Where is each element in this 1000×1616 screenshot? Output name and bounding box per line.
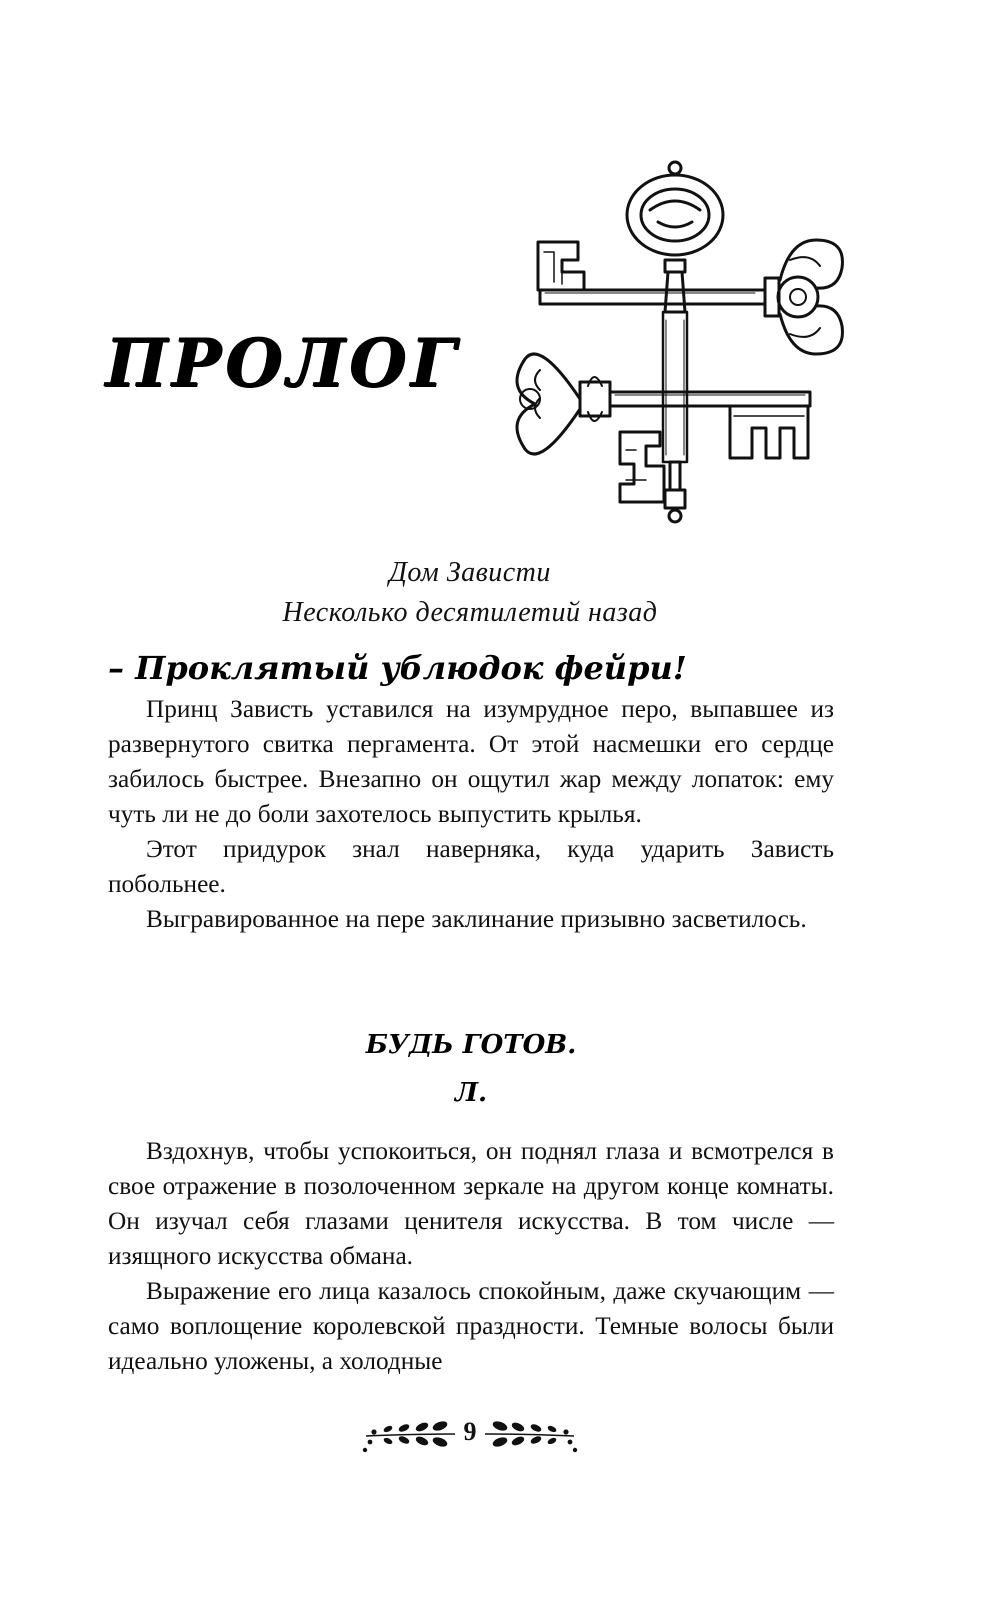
epigraph-place: Дом Зависти	[389, 557, 551, 588]
chapter-title: ПРОЛОГ	[105, 324, 460, 402]
vertical-key	[627, 162, 723, 522]
note-message: БУДЬ ГОТОВ.	[365, 1030, 577, 1060]
epigraph-time: Несколько десятилетий назад	[282, 597, 658, 628]
crossed-keys-illustration	[500, 160, 850, 540]
leaf-vine-ornament-left	[360, 1412, 460, 1456]
opening-exclamation: – Проклятый ублюдок фейри!	[108, 649, 687, 687]
body-text-part-2	[108, 1134, 834, 1379]
horizontal-key-top	[538, 240, 842, 354]
body-text-part-1	[108, 692, 834, 937]
diagonal-key-bit	[620, 432, 664, 502]
paragraph: Выражение его лица казалось спокойным, даже скучающим — само воплощение королевской праздности. Темные волосы были идеально уложены, а холодные	[108, 1277, 834, 1375]
epigraph	[105, 553, 835, 633]
leaf-vine-ornament-right	[480, 1412, 580, 1456]
paragraph: Вздохнув, чтобы успокоиться, он поднял глаза и всмотрелся в свое отражение в позолоченном зеркале на другом конце комнаты. Он изучал себя глазами ценителя искусства. В том числе — изящного искусства обмана.	[108, 1137, 834, 1270]
paragraph: Этот придурок знал наверняка, куда ударить Зависть побольнее.	[108, 835, 834, 898]
page-number: 9	[463, 1417, 477, 1446]
note-signature: Л.	[454, 1078, 488, 1108]
paragraph: Принц Зависть уставился на изумрудное перо, выпавшее из развернутого свитка пергамента. От этой насмешки его сердце забилось быстрее. Внезапно он ощутил жар между лопаток: ему чуть ли не до боли захотелось выпустить крылья.	[108, 695, 834, 828]
paragraph: Выгравированное на пере заклинание призывно засветилось.	[146, 905, 807, 933]
page-footer	[360, 1412, 580, 1456]
